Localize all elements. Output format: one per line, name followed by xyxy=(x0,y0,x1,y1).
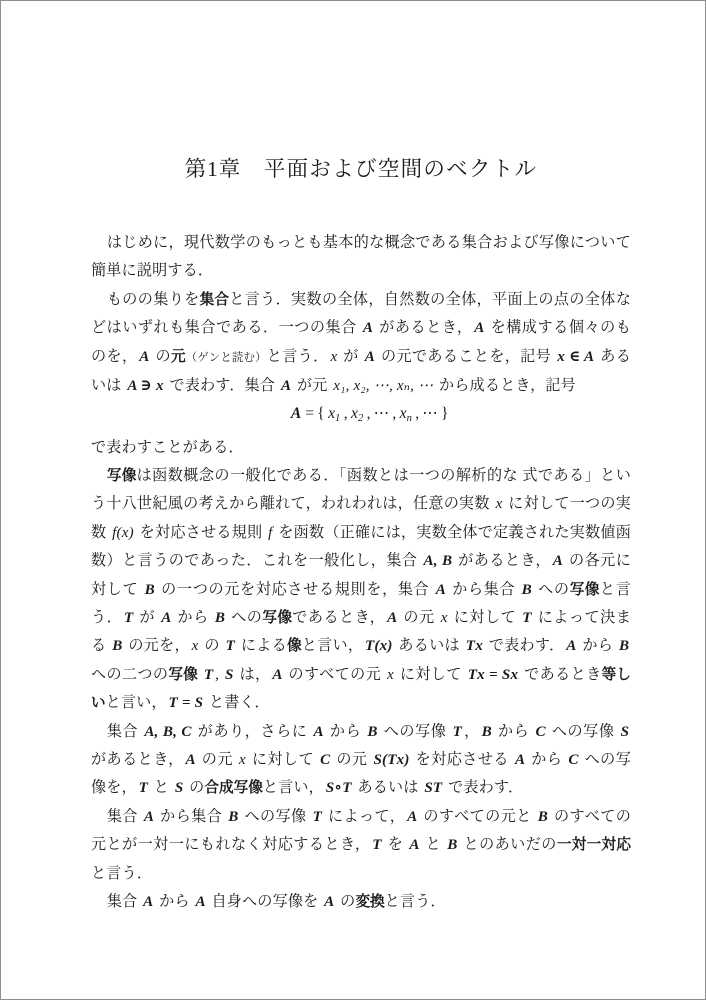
math-symbol: Tx xyxy=(465,638,483,655)
math-symbol: C xyxy=(320,752,331,769)
math-symbol: T xyxy=(452,723,462,740)
math-symbol: B xyxy=(481,723,492,740)
math-symbol: A xyxy=(407,808,418,825)
math-symbol: A xyxy=(552,553,563,570)
math-symbol: ST xyxy=(424,780,443,797)
math-equals: = xyxy=(305,405,315,423)
chapter-number: 第1章 xyxy=(184,157,242,181)
math-symbol: A xyxy=(409,837,420,854)
math-symbol: A xyxy=(195,894,206,911)
math-symbol: S(Tx) xyxy=(373,752,410,769)
math-element: x1 xyxy=(328,405,341,425)
reading-gloss: （ゲンと読む） xyxy=(185,351,267,364)
math-symbol: S xyxy=(174,780,184,797)
text-run: の元であることを，記号 xyxy=(376,348,556,365)
chapter-title-text: 平面および空間のベクトル xyxy=(263,157,538,181)
text-run: の xyxy=(151,348,171,365)
paragraph-transformation: 集合 A から A 自身への写像を A の変換と言う． xyxy=(106,894,446,911)
text-run: と言う．実数の全体，自然数の全体，平面上の点の全体などはいずれも集合である．一つの集合 xyxy=(91,291,631,337)
math-membership-in: x ∈ A xyxy=(557,348,595,365)
paragraph-mapping: 写像は函数概念の一般化である．「函数とは一つの解析的な 式である」という十八世紀風の考えから離れて，われわれは，任意の実数 x に対して一つの実数 f(x) を対応させる規則 f を函数（正確には，実数全体で定義された実数値函数）と言うのであった．これを一般化し，集合 A, B があるとき， A の各元に対して B の一つの元を対応させる規則を，集合 A から集合 B への写像と言う． T が A から B への写像であるとき， A の元 x に対して T によって決まる B の元を， x の T による像と言い， T(x) あるいは Tx で表わす． A から B への二つの写像 T , S は， A のすべての元 x に対して Tx = Sx であるとき等しいと言い， T = S と書く． xyxy=(91,468,632,712)
term-set: 集合 xyxy=(199,291,230,308)
math-symbol: T = S xyxy=(168,695,204,712)
term-emphasis: 写像 xyxy=(569,581,600,598)
paragraph-equation-tail: で表わすことがある． xyxy=(91,439,244,456)
math-symbol: A xyxy=(324,894,335,911)
math-symbol: x xyxy=(238,752,246,769)
math-symbol: A xyxy=(161,610,172,627)
math-symbol: T xyxy=(225,638,236,655)
math-symbol: T xyxy=(203,666,214,683)
math-symbol: f xyxy=(268,524,273,541)
math-symbol: Tx = Sx xyxy=(467,666,519,683)
math-symbol: T xyxy=(312,808,322,825)
math-symbol: B xyxy=(228,808,239,825)
term-emphasis: 変換 xyxy=(355,894,385,911)
text-run: を構成する個々のものを， xyxy=(91,320,631,365)
math-symbol: B xyxy=(447,837,458,854)
term-emphasis: 合成写像 xyxy=(204,780,263,797)
math-symbol: x xyxy=(440,610,448,627)
math-symbol: A xyxy=(514,752,526,769)
math-symbol: x xyxy=(387,666,394,683)
math-ellipsis: ⋯ xyxy=(373,405,390,423)
term-emphasis: 写像 xyxy=(168,666,198,683)
math-symbol: B xyxy=(144,581,155,598)
term-element: 元 xyxy=(170,348,186,365)
math-symbol: T xyxy=(522,610,532,627)
math-symbol: B xyxy=(618,638,630,655)
math-symbol: B xyxy=(521,581,532,598)
math-symbol: S xyxy=(620,723,630,740)
math-symbol: C xyxy=(535,723,546,740)
math-symbol-A: A xyxy=(362,320,374,337)
math-membership-contains: A ∋ x xyxy=(127,378,164,395)
math-symbol-x: x xyxy=(330,348,338,365)
math-symbol: B xyxy=(112,638,123,655)
math-symbol: A, B, C xyxy=(144,723,192,740)
text-run: が xyxy=(339,348,363,365)
math-symbol: S∘T xyxy=(325,780,352,797)
paragraph-bijection: 集合 A から集合 B への写像 T によって， A のすべての元と B のすべての元とが一対一にもれなく対応するとき， T を A と B とのあいだの一対一対応と言う． xyxy=(91,808,632,882)
math-symbol-A: A xyxy=(474,320,485,337)
term-emphasis: 写像 xyxy=(262,610,293,627)
math-element: x2 xyxy=(351,405,364,425)
math-symbol: T(x) xyxy=(365,638,393,655)
math-symbol: A xyxy=(435,581,446,598)
math-symbol: C xyxy=(568,752,579,769)
paragraph-sets xyxy=(91,286,631,401)
math-symbol: A xyxy=(143,894,154,911)
text-run: から成るとき，記号 xyxy=(435,378,576,395)
math-symbol: S xyxy=(225,666,234,683)
paragraph-intro: はじめに，現代数学のもっとも基本的な概念である集合および写像について簡単に説明する． xyxy=(91,235,631,280)
term-emphasis: 一対一対応 xyxy=(556,837,631,854)
text-run: と言う． xyxy=(266,348,329,365)
math-symbol: T xyxy=(124,610,134,627)
math-symbol: x xyxy=(191,638,199,655)
display-equation-set-roster: A = { x1 , x2 , ⋯ , xn , ⋯ } xyxy=(91,400,631,433)
math-element: xn xyxy=(399,405,412,425)
math-symbol-A: A xyxy=(139,348,150,365)
math-symbol: T xyxy=(372,837,382,854)
math-symbol: f(x) xyxy=(112,524,134,541)
text-run: で表わす．集合 xyxy=(165,378,280,395)
text-run: があるとき， xyxy=(374,320,473,337)
math-symbol-A: A xyxy=(280,378,292,395)
text-run: が元 xyxy=(293,378,332,395)
math-symbol-A: A xyxy=(290,405,302,423)
chapter-heading xyxy=(91,159,631,181)
body-text xyxy=(91,229,631,917)
text-run: あるいは xyxy=(91,348,632,395)
paragraph-composition: 集合 A, B, C があり，さらに A から B への写像 T ， B から C への写像 S があるとき， A の元 x に対して C の元 S(Tx) を対応させる A から C への写像を， T と S の合成写像と言い， S∘T あるいは ST で表わす． xyxy=(91,723,632,797)
term-emphasis: 等しい xyxy=(91,666,631,712)
math-symbol: A xyxy=(313,723,324,740)
math-symbol: T xyxy=(138,780,149,797)
math-symbol: A, B xyxy=(423,553,453,570)
math-symbol: A xyxy=(566,638,577,655)
math-ellipsis: ⋯ xyxy=(422,405,438,423)
term-emphasis: 写像 xyxy=(106,468,137,484)
math-symbol: B xyxy=(537,808,548,825)
math-symbol: x xyxy=(495,496,503,513)
math-element-list: x₁, x₂, ⋯, xₙ, ⋯ xyxy=(333,378,434,395)
math-symbol: B xyxy=(367,723,378,740)
math-symbol: A xyxy=(143,808,155,825)
math-symbol: A xyxy=(272,666,283,683)
math-symbol: B xyxy=(214,610,226,627)
term-emphasis: 像 xyxy=(287,638,302,655)
text-run: ものの集りを xyxy=(106,291,200,308)
math-symbol: A xyxy=(185,752,196,769)
math-symbol: A xyxy=(387,610,398,627)
math-symbol-A: A xyxy=(364,348,375,365)
